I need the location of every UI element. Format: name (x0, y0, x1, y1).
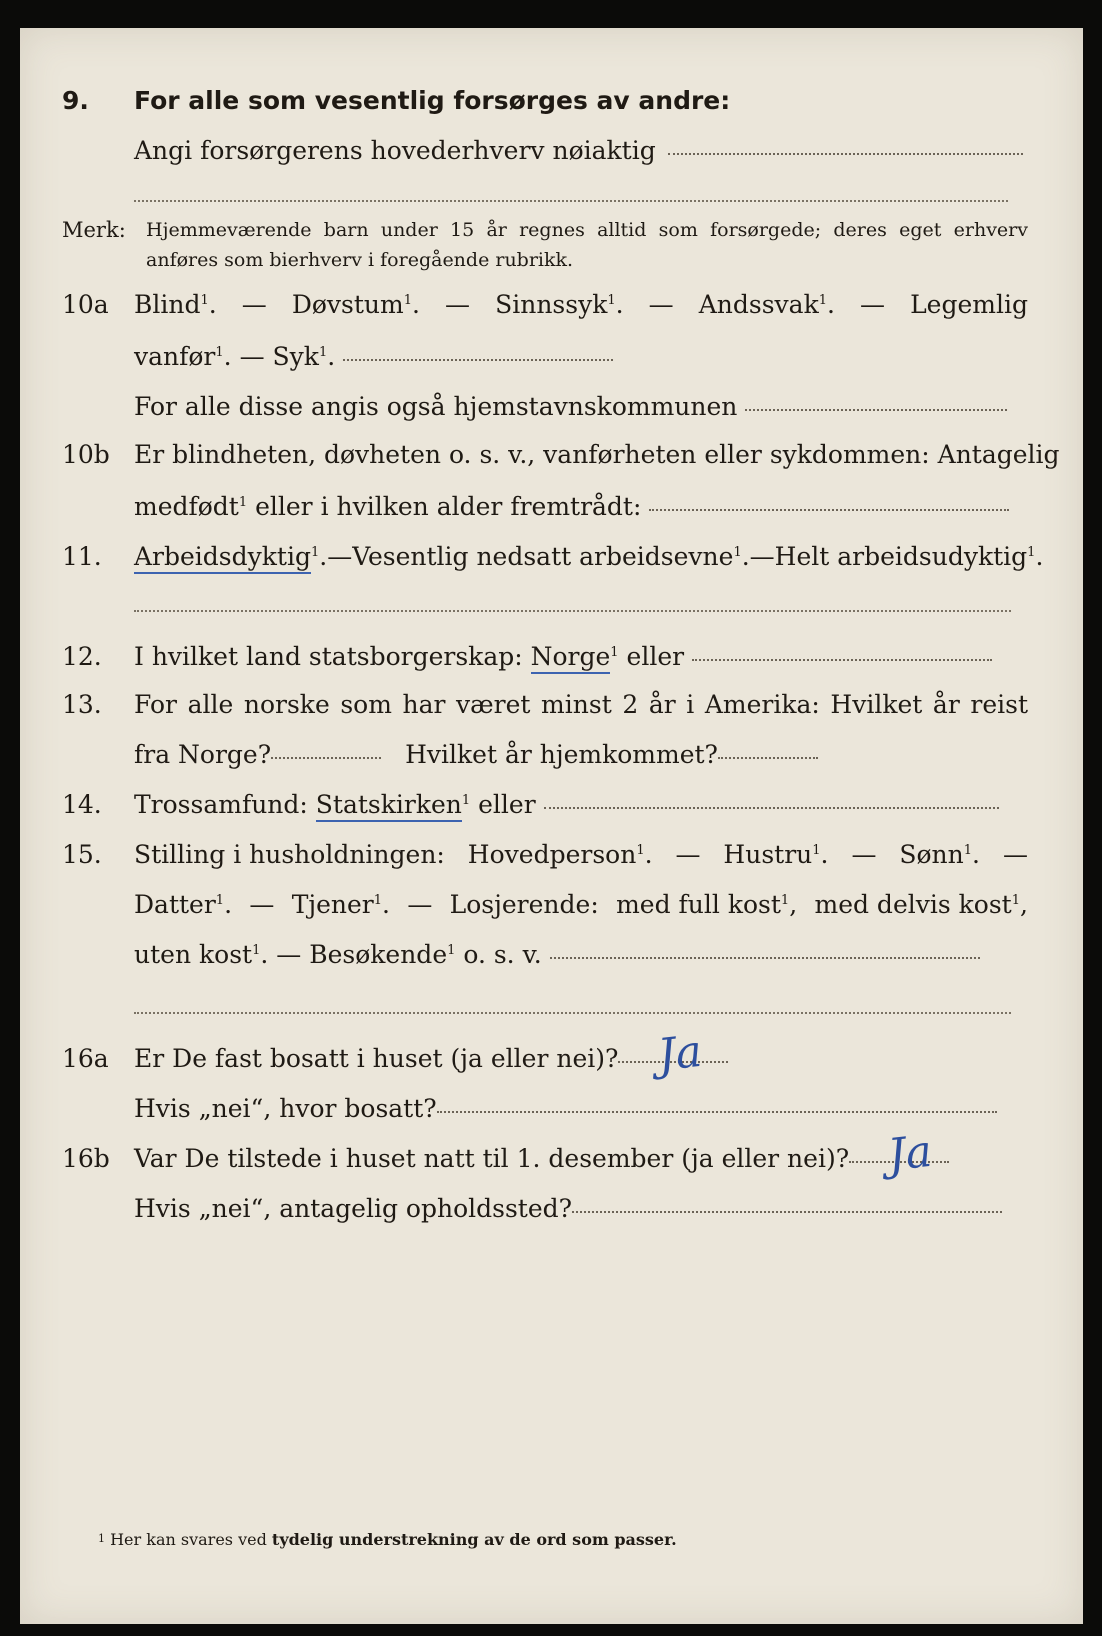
footnote (98, 1530, 677, 1549)
answer-line[interactable] (745, 409, 1007, 411)
option-uten-kost[interactable]: uten kost$^1$. (134, 940, 269, 969)
answer-line[interactable] (134, 610, 1011, 612)
answer-line[interactable] (134, 200, 1008, 202)
note-label: Merk: (62, 218, 126, 242)
answer-line[interactable] (544, 807, 999, 809)
option-hustru[interactable]: Hustru$^1$. (723, 840, 829, 869)
answer-line[interactable] (134, 1012, 1011, 1014)
dash: — (407, 890, 433, 919)
answer-line[interactable] (550, 957, 980, 959)
option-arbeidsdyktig[interactable]: Arbeidsdyktig$^1$. (134, 542, 327, 572)
handwritten-answer: Ja (655, 1025, 705, 1082)
option-besokende[interactable]: Besøkende$^1$ (309, 940, 456, 969)
question-number: 9. (62, 86, 89, 115)
option-helt-arbeidsudyktig[interactable]: Helt arbeidsudyktig$^1$. (774, 542, 1044, 571)
answer-line[interactable] (692, 659, 992, 661)
note-text: anføres som bierhverv i foregående rubrikk. (146, 249, 574, 271)
option-sinnssyk[interactable]: Sinnssyk$^1$. (495, 290, 624, 319)
question-number: 13. (62, 690, 102, 719)
handwritten-answer: Ja (885, 1125, 935, 1182)
dash: — (249, 890, 275, 919)
dash: — (648, 290, 674, 319)
option-eller: eller (626, 642, 685, 671)
dash: — (860, 290, 886, 319)
dash: — (241, 290, 267, 319)
question-text: Trossamfund: (134, 790, 308, 819)
option-tjener[interactable]: Tjener$^1$. (291, 890, 390, 919)
option-med-full-kost[interactable]: med full kost$^1$, (616, 890, 798, 919)
answer-line[interactable] (437, 1111, 997, 1113)
footnote-bold-text: tydelig understrekning av de ord som passer. (271, 1530, 677, 1549)
question-text: Er De fast bosatt i huset (ja eller nei)? (134, 1044, 619, 1073)
option-medfodt[interactable]: medfødt$^1$ (134, 492, 248, 521)
option-norge[interactable]: Norge$^1$ (531, 642, 619, 671)
question-text: I hvilket land statsborgerskap: (134, 642, 523, 671)
answer-line[interactable] (343, 359, 613, 361)
option-eller: eller (478, 790, 536, 819)
question-text: Angi forsørgerens hovederhverv nøiaktig (134, 136, 656, 165)
option-datter[interactable]: Datter$^1$. (134, 890, 233, 919)
question-text: Var De tilstede i huset natt til 1. desember (ja eller nei)? (134, 1144, 850, 1173)
option-sonn[interactable]: Sønn$^1$. (899, 840, 980, 869)
question-number: 10a (62, 290, 109, 319)
question-number: 10b (62, 440, 110, 469)
answer-line[interactable] (718, 757, 818, 759)
answer-line[interactable] (271, 757, 381, 759)
option-legemlig[interactable]: Legemlig (910, 290, 1028, 319)
dash: — (276, 940, 302, 969)
question-text: Hvis „nei“, antagelig opholdssted? (134, 1194, 573, 1223)
dash: — (445, 290, 471, 319)
dash: — (239, 342, 265, 371)
dash: — (851, 840, 877, 869)
option-losjerende[interactable]: Losjerende: (449, 890, 599, 919)
option-osv: o. s. v. (463, 940, 542, 969)
option-andssvak[interactable]: Andssvak$^1$. (698, 290, 835, 319)
option-dovstum[interactable]: Døvstum$^1$. (291, 290, 420, 319)
dash: — (749, 542, 775, 571)
option-hovedperson[interactable]: Hovedperson$^1$. (467, 840, 653, 869)
question-text: For alle som vesentlig forsørges av andre: (134, 86, 731, 115)
option-blind[interactable]: Blind$^1$. (134, 290, 217, 319)
option-syk[interactable]: Syk$^1$. (272, 342, 336, 371)
dash: — (1002, 840, 1028, 869)
option-med-delvis-kost[interactable]: med delvis kost$^1$, (814, 890, 1028, 919)
question-text: Hvilket år hjemkommet? (405, 740, 718, 769)
question-number: 16a (62, 1044, 109, 1073)
question-text: eller i hvilken alder fremtrådt: (255, 492, 642, 521)
question-text: Stilling i husholdningen: (134, 840, 445, 869)
option-vanfor[interactable]: vanfør$^1$. (134, 342, 232, 371)
question-number: 14. (62, 790, 102, 819)
answer-line[interactable] (668, 153, 1023, 155)
footnote-text: Her kan svares ved (110, 1530, 267, 1549)
question-number: 16b (62, 1144, 110, 1173)
question-text: For alle disse angis også hjemstavnskommunen (134, 392, 738, 421)
question-number: 15. (62, 840, 102, 869)
dash: — (327, 542, 353, 571)
question-number: 11. (62, 542, 102, 571)
answer-line[interactable] (649, 509, 1009, 511)
option-vesentlig-nedsatt[interactable]: Vesentlig nedsatt arbeidsevne$^1$. (352, 542, 750, 571)
census-form-page (20, 28, 1083, 1624)
question-text: For alle norske som har været minst 2 år i Amerika: Hvilket år reist (134, 690, 1028, 719)
note-text: Hjemmeværende barn under 15 år regnes alltid som forsørgede; deres eget erhverv (146, 219, 1028, 241)
answer-line[interactable] (572, 1211, 1002, 1213)
question-text: fra Norge? (134, 740, 272, 769)
dash: — (675, 840, 701, 869)
question-text: Er blindheten, døvheten o. s. v., vanførheten eller sykdommen: Antagelig (134, 440, 1060, 469)
question-number: 12. (62, 642, 102, 671)
footnote-mark: 1 (98, 1532, 105, 1545)
question-text: Hvis „nei“, hvor bosatt? (134, 1094, 437, 1123)
option-statskirken[interactable]: Statskirken$^1$ (316, 790, 470, 819)
